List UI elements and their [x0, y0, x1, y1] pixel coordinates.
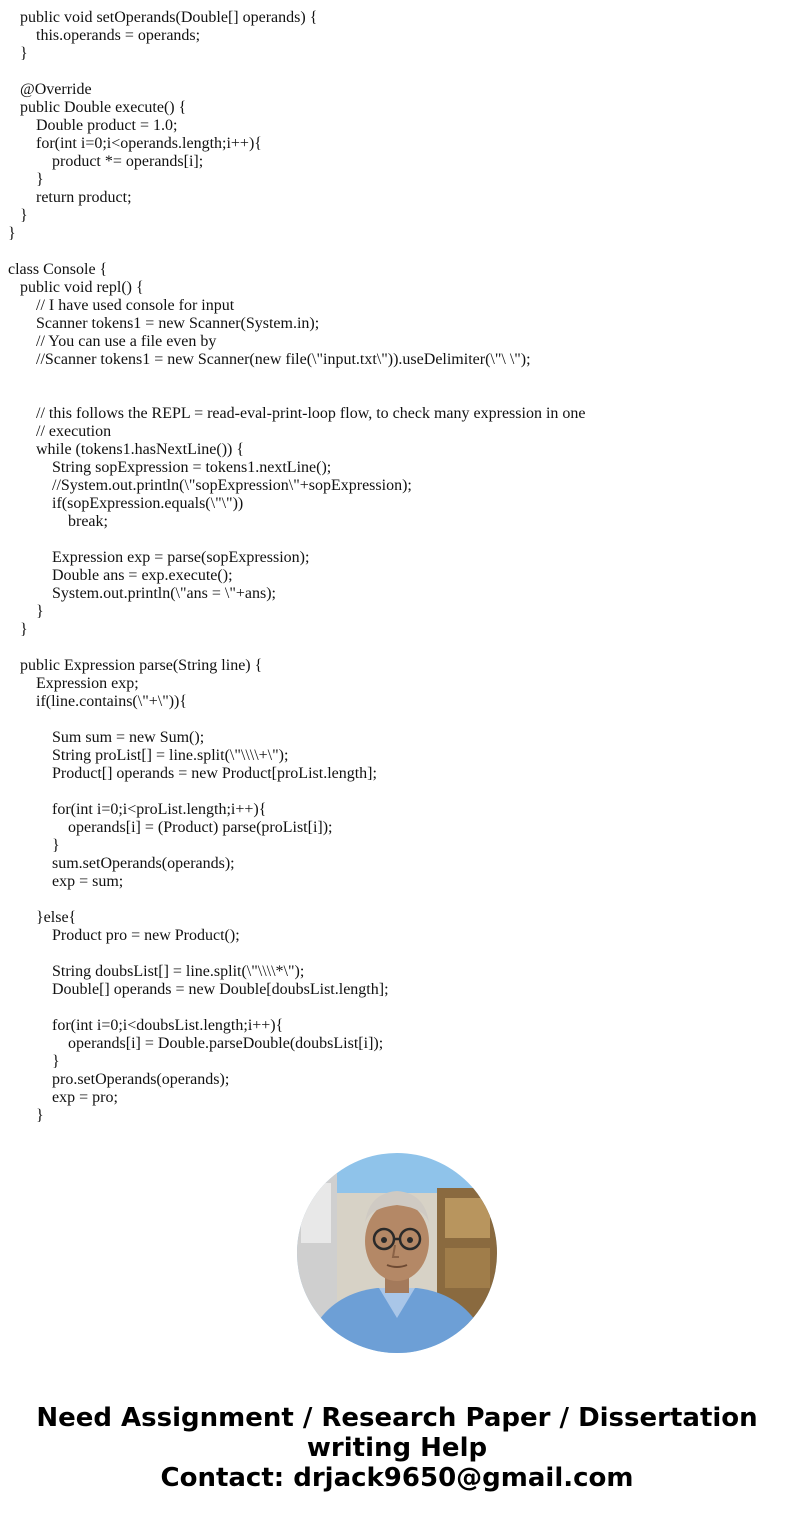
code-line: for(int i=0;i<operands.length;i++){	[8, 135, 262, 152]
code-line: class Console {	[8, 261, 108, 278]
code-line: String proList[] = line.split(\"\\\\+\");	[8, 747, 289, 764]
code-line: for(int i=0;i<doubsList.length;i++){	[8, 1017, 284, 1034]
code-line: }	[8, 225, 16, 242]
code-line: exp = sum;	[8, 873, 124, 890]
code-line: if(line.contains(\"+\")){	[8, 693, 188, 710]
author-photo	[297, 1153, 497, 1353]
code-line: @Override	[8, 81, 92, 98]
code-line	[8, 243, 586, 261]
code-line: Double[] operands = new Double[doubsList.length];	[8, 981, 389, 998]
code-line: public void repl() {	[8, 279, 144, 296]
code-line: product *= operands[i];	[8, 153, 204, 170]
code-line: }	[8, 207, 28, 224]
code-line	[8, 711, 586, 729]
code-line: System.out.println(\"ans = \"+ans);	[8, 585, 276, 602]
footer-line-2: writing Help	[306, 1433, 488, 1463]
code-line: Expression exp;	[8, 675, 139, 692]
code-line	[8, 639, 586, 657]
code-line: Product[] operands = new Product[proList.length];	[8, 765, 377, 782]
code-line: sum.setOperands(operands);	[8, 855, 235, 872]
code-line: }	[8, 1107, 44, 1124]
code-line: }	[8, 171, 44, 188]
code-line	[8, 783, 586, 801]
code-line	[8, 387, 586, 405]
code-line: for(int i=0;i<proList.length;i++){	[8, 801, 267, 818]
code-line: // You can use a file even by	[8, 333, 217, 350]
code-line: while (tokens1.hasNextLine()) {	[8, 441, 245, 458]
code-listing	[8, 9, 586, 1125]
code-line: public void setOperands(Double[] operands) {	[8, 9, 318, 26]
code-line	[8, 999, 586, 1017]
code-line: exp = pro;	[8, 1089, 118, 1106]
code-line: Expression exp = parse(sopExpression);	[8, 549, 310, 566]
code-line: Scanner tokens1 = new Scanner(System.in);	[8, 315, 320, 332]
code-line: // I have used console for input	[8, 297, 235, 314]
code-line	[8, 369, 586, 387]
code-line: //System.out.println(\"sopExpression\"+sopExpression);	[8, 477, 412, 494]
code-line: Sum sum = new Sum();	[8, 729, 205, 746]
code-line: this.operands = operands;	[8, 27, 201, 44]
code-line	[8, 531, 586, 549]
footer-line-1: Need Assignment / Research Paper / Dissertation	[36, 1403, 758, 1433]
code-line	[8, 63, 586, 81]
code-line: String doubsList[] = line.split(\"\\\\*\");	[8, 963, 305, 980]
code-line: public Expression parse(String line) {	[8, 657, 263, 674]
code-line: }	[8, 603, 44, 620]
code-line: // execution	[8, 423, 112, 440]
code-line: operands[i] = (Product) parse(proList[i]);	[8, 819, 333, 836]
code-line: if(sopExpression.equals(\"\"))	[8, 495, 244, 512]
code-line: operands[i] = Double.parseDouble(doubsList[i]);	[8, 1035, 384, 1052]
code-line: }	[8, 837, 60, 854]
code-line: }	[8, 45, 28, 62]
code-line: //Scanner tokens1 = new Scanner(new file(\"input.txt\")).useDelimiter(\"\ \");	[8, 351, 531, 368]
code-line: }	[8, 1053, 60, 1070]
code-line: public Double execute() {	[8, 99, 187, 116]
footer-contact: Contact: drjack9650@gmail.com	[160, 1463, 634, 1493]
code-line: Product pro = new Product();	[8, 927, 240, 944]
code-line: }	[8, 621, 28, 638]
footer-promo	[0, 1403, 794, 1493]
code-line: return product;	[8, 189, 132, 206]
code-line: break;	[8, 513, 108, 530]
code-line: String sopExpression = tokens1.nextLine();	[8, 459, 332, 476]
code-line	[8, 891, 586, 909]
code-line: Double ans = exp.execute();	[8, 567, 233, 584]
code-line: Double product = 1.0;	[8, 117, 178, 134]
code-line: // this follows the REPL = read-eval-print-loop flow, to check many expression in one	[8, 405, 586, 422]
author-photo-illustration	[297, 1153, 497, 1353]
code-line	[8, 945, 586, 963]
code-line: pro.setOperands(operands);	[8, 1071, 230, 1088]
code-line: }else{	[8, 909, 77, 926]
